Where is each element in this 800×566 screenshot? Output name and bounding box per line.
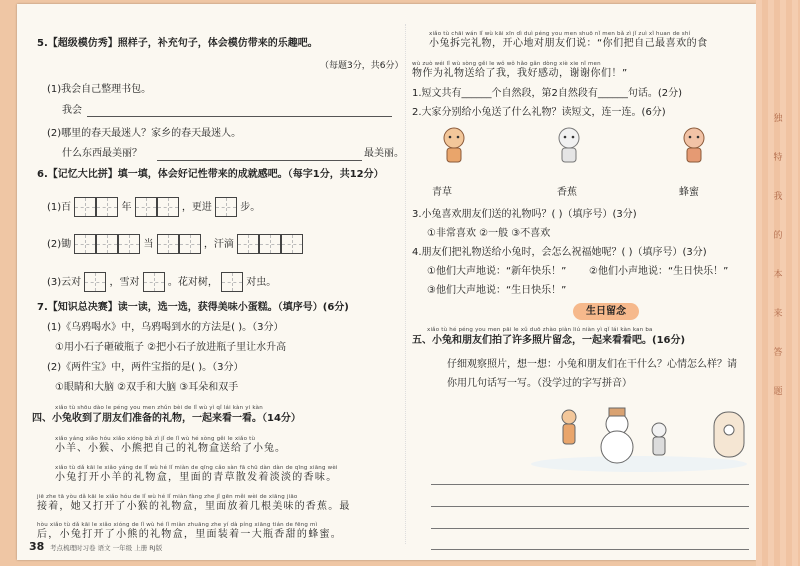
q6-row-3 <box>47 272 276 292</box>
q5-sample-1: (1)我会自己整理书包。 <box>47 84 152 95</box>
s4-p1: 小羊、小猴、小熊把自己的礼物盒送给了小兔。 <box>55 443 286 454</box>
writing-line-3[interactable] <box>431 528 749 529</box>
s4-p3-pinyin: jiē zhe tā yòu dǎ kāi le xiǎo hóu de lǐ wù hé lǐ miàn fàng zhe jǐ gēn měi wèi de xiāng jiāo <box>37 494 298 500</box>
side-char: 我 <box>773 192 783 202</box>
r-q3-options: ①非常喜欢 ②一般 ③不喜欢 <box>427 228 551 239</box>
q6-r3b: ，雪对 <box>109 277 140 288</box>
writing-line-1[interactable] <box>431 484 749 485</box>
gift-banana[interactable]: 香蕉 <box>557 187 577 198</box>
char-box[interactable] <box>96 197 118 217</box>
section5-title: 五、小兔和朋友们拍了许多照片留念，一起来看看吧。(16分) <box>412 335 686 346</box>
char-box[interactable] <box>143 272 165 292</box>
s4-p4: 后，小兔打开了小熊的礼物盒，里面装着一大瓶香甜的蜂蜜。 <box>37 529 343 540</box>
snowman-photo-illustration <box>529 382 749 472</box>
birthday-memento-badge: 生日留念 <box>573 303 639 320</box>
q6-r3a: (3)云对 <box>47 277 82 288</box>
s5-desc-2: 你用几句话写一写。（没学过的字写拼音） <box>447 378 632 389</box>
r-q4-option-2: ②他们小声地说：“生日快乐！” <box>589 266 729 277</box>
q7-sub-1: (1)《乌鸦喝水》中，乌鸦喝到水的方法是( )。（3分） <box>47 322 284 333</box>
s4-p2: 小兔打开小羊的礼物盒，里面的青草散发着淡淡的香味。 <box>55 472 338 483</box>
q6-r1d: 步。 <box>240 202 261 213</box>
char-box[interactable] <box>259 234 281 254</box>
r-q4: 4.朋友们把礼物送给小兔时，会怎么祝福她呢？( )（填序号）(3分) <box>412 247 707 258</box>
r-q4-option-3: ③他们大声地说：“生日快乐！” <box>427 285 567 296</box>
char-box[interactable] <box>179 234 201 254</box>
char-box[interactable] <box>84 272 106 292</box>
q5-end-2: 最美丽。 <box>364 148 404 159</box>
r-q3: 3.小兔喜欢朋友们送的礼物吗？( )（填序号）(3分) <box>412 209 637 220</box>
section4-title: 四、小兔收到了朋友们准备的礼物，一起来看一看。（14分） <box>32 413 301 424</box>
column-divider <box>405 24 406 544</box>
writing-line-2[interactable] <box>431 506 749 507</box>
side-char: 来 <box>773 309 783 319</box>
q5-answer-line-2[interactable] <box>157 160 362 161</box>
q5-start-1: 我会 <box>62 105 82 116</box>
side-char: 独 <box>773 114 783 124</box>
q5-sample-2: (2)哪里的春天最迷人？家乡的春天最迷人。 <box>47 128 242 139</box>
q6-row-1 <box>47 197 260 217</box>
r-p5-pinyin: xiǎo tù chāi wán lǐ wù kāi xīn dì duì péng you men shuō nǐ men bǎ zì jǐ zuì xǐ huan de shí <box>429 31 691 37</box>
q6-r2c: ，汗滴 <box>203 239 234 250</box>
char-box[interactable] <box>215 197 237 217</box>
char-box[interactable] <box>157 234 179 254</box>
side-char: 本 <box>773 270 783 280</box>
char-box[interactable] <box>74 197 96 217</box>
q5-title: 5.【超级模仿秀】照样子，补充句子，体会模仿带来的乐趣吧。 <box>37 38 318 49</box>
side-char: 的 <box>773 231 783 241</box>
r-q2: 2.大家分别给小兔送了什么礼物？读短文，连一连。(6分) <box>412 107 666 118</box>
char-box[interactable] <box>157 197 179 217</box>
sheep-figure[interactable] <box>439 124 469 164</box>
worksheet-page <box>17 4 756 560</box>
q5-score: （每题3分，共6分） <box>320 61 404 71</box>
s4-p2-pinyin: xiǎo tù dǎ kāi le xiǎo yáng de lǐ wù hé lǐ miàn de qīng cǎo sàn fā chū dàn dàn de qīng xiāng wèi <box>55 465 338 471</box>
q7-title: 7.【知识总决赛】读一读，选一选，获得美味小蛋糕。（填序号）(6分) <box>37 302 349 313</box>
s4-p4-pinyin: hòu xiǎo tù dǎ kāi le xiǎo xióng de lǐ wù hé lǐ miàn zhuāng zhe yí dà píng xiāng tián de fēng mì <box>37 522 318 528</box>
side-char: 题 <box>773 387 783 397</box>
q6-r2b: 当 <box>143 239 154 250</box>
footer-text: 考点梳理时习卷 语文 一年级 上册 RJ版 <box>50 544 163 552</box>
r-p6-pinyin: wù zuò wéi lǐ wù sòng gěi le wǒ wǒ hǎo gǎn dòng xiè xie nǐ men <box>412 61 601 67</box>
gift-grass[interactable]: 青草 <box>432 187 452 198</box>
q6-r3d: 对虫。 <box>246 277 277 288</box>
s4-p1-pinyin: xiǎo yáng xiǎo hóu xiǎo xióng bǎ zì jǐ de lǐ wù hé sòng gěi le xiǎo tù <box>55 436 256 442</box>
q6-r1a: (1)百 <box>47 202 72 213</box>
q6-r1c: ，更进 <box>181 202 212 213</box>
char-box[interactable] <box>74 234 96 254</box>
r-p6: 物作为礼物送给了我，我好感动，谢谢你们！” <box>412 68 628 79</box>
page-number: 38 <box>29 540 45 553</box>
side-vertical-text <box>766 100 790 412</box>
q6-row-2 <box>47 234 303 254</box>
side-char: 特 <box>773 153 783 163</box>
q5-answer-line-1[interactable] <box>87 116 392 117</box>
r-p5: 小兔拆完礼物，开心地对朋友们说：“你们把自己最喜欢的食 <box>429 38 708 49</box>
s4-p3: 接着，她又打开了小猴的礼物盒，里面放着几根美味的香蕉。最 <box>37 501 351 512</box>
q6-r3c: 。花对树， <box>167 277 218 288</box>
side-char: 答 <box>773 348 783 358</box>
r-q4-option-1: ①他们大声地说：“新年快乐！” <box>427 266 567 277</box>
section4-pinyin: xiǎo tù shōu dào le péng you men zhǔn bèi de lǐ wù yì qǐ lái kàn yi kàn <box>55 405 263 411</box>
gift-honey[interactable]: 蜂蜜 <box>679 187 699 198</box>
monkey-figure[interactable] <box>554 124 584 164</box>
q7-sub-1-options: ①用小石子砸破瓶子 ②把小石子放进瓶子里让水升高 <box>55 342 287 353</box>
r-q1: 1.短文共有______个自然段，第2自然段有______句话。(2分) <box>412 88 683 99</box>
char-box[interactable] <box>281 234 303 254</box>
char-box[interactable] <box>237 234 259 254</box>
q7-sub-2-options: ①眼睛和大脑 ②双手和大脑 ③耳朵和双手 <box>55 382 239 393</box>
q7-sub-2: (2)《两件宝》中，两件宝指的是( )。（3分） <box>47 362 244 373</box>
char-box[interactable] <box>96 234 118 254</box>
q5-question-2: 什么东西最美丽？ <box>62 148 142 159</box>
s5-desc-1: 仔细观察照片，想一想：小兔和朋友们在干什么？心情怎么样？请 <box>447 359 737 370</box>
q6-title: 6.【记忆大比拼】填一填，体会好记性带来的成就感吧。（每字1分，共12分） <box>37 169 384 180</box>
q6-r2a: (2)锄 <box>47 239 72 250</box>
q6-r1b: 年 <box>121 202 132 213</box>
s5-pinyin: xiǎo tù hé péng you men pāi le xǔ duō zhào piàn liú niàn yì qǐ lái kàn kan ba <box>427 327 653 333</box>
char-box[interactable] <box>221 272 243 292</box>
bear-figure[interactable] <box>679 124 709 164</box>
writing-line-4[interactable] <box>431 549 749 550</box>
char-box[interactable] <box>118 234 140 254</box>
char-box[interactable] <box>135 197 157 217</box>
